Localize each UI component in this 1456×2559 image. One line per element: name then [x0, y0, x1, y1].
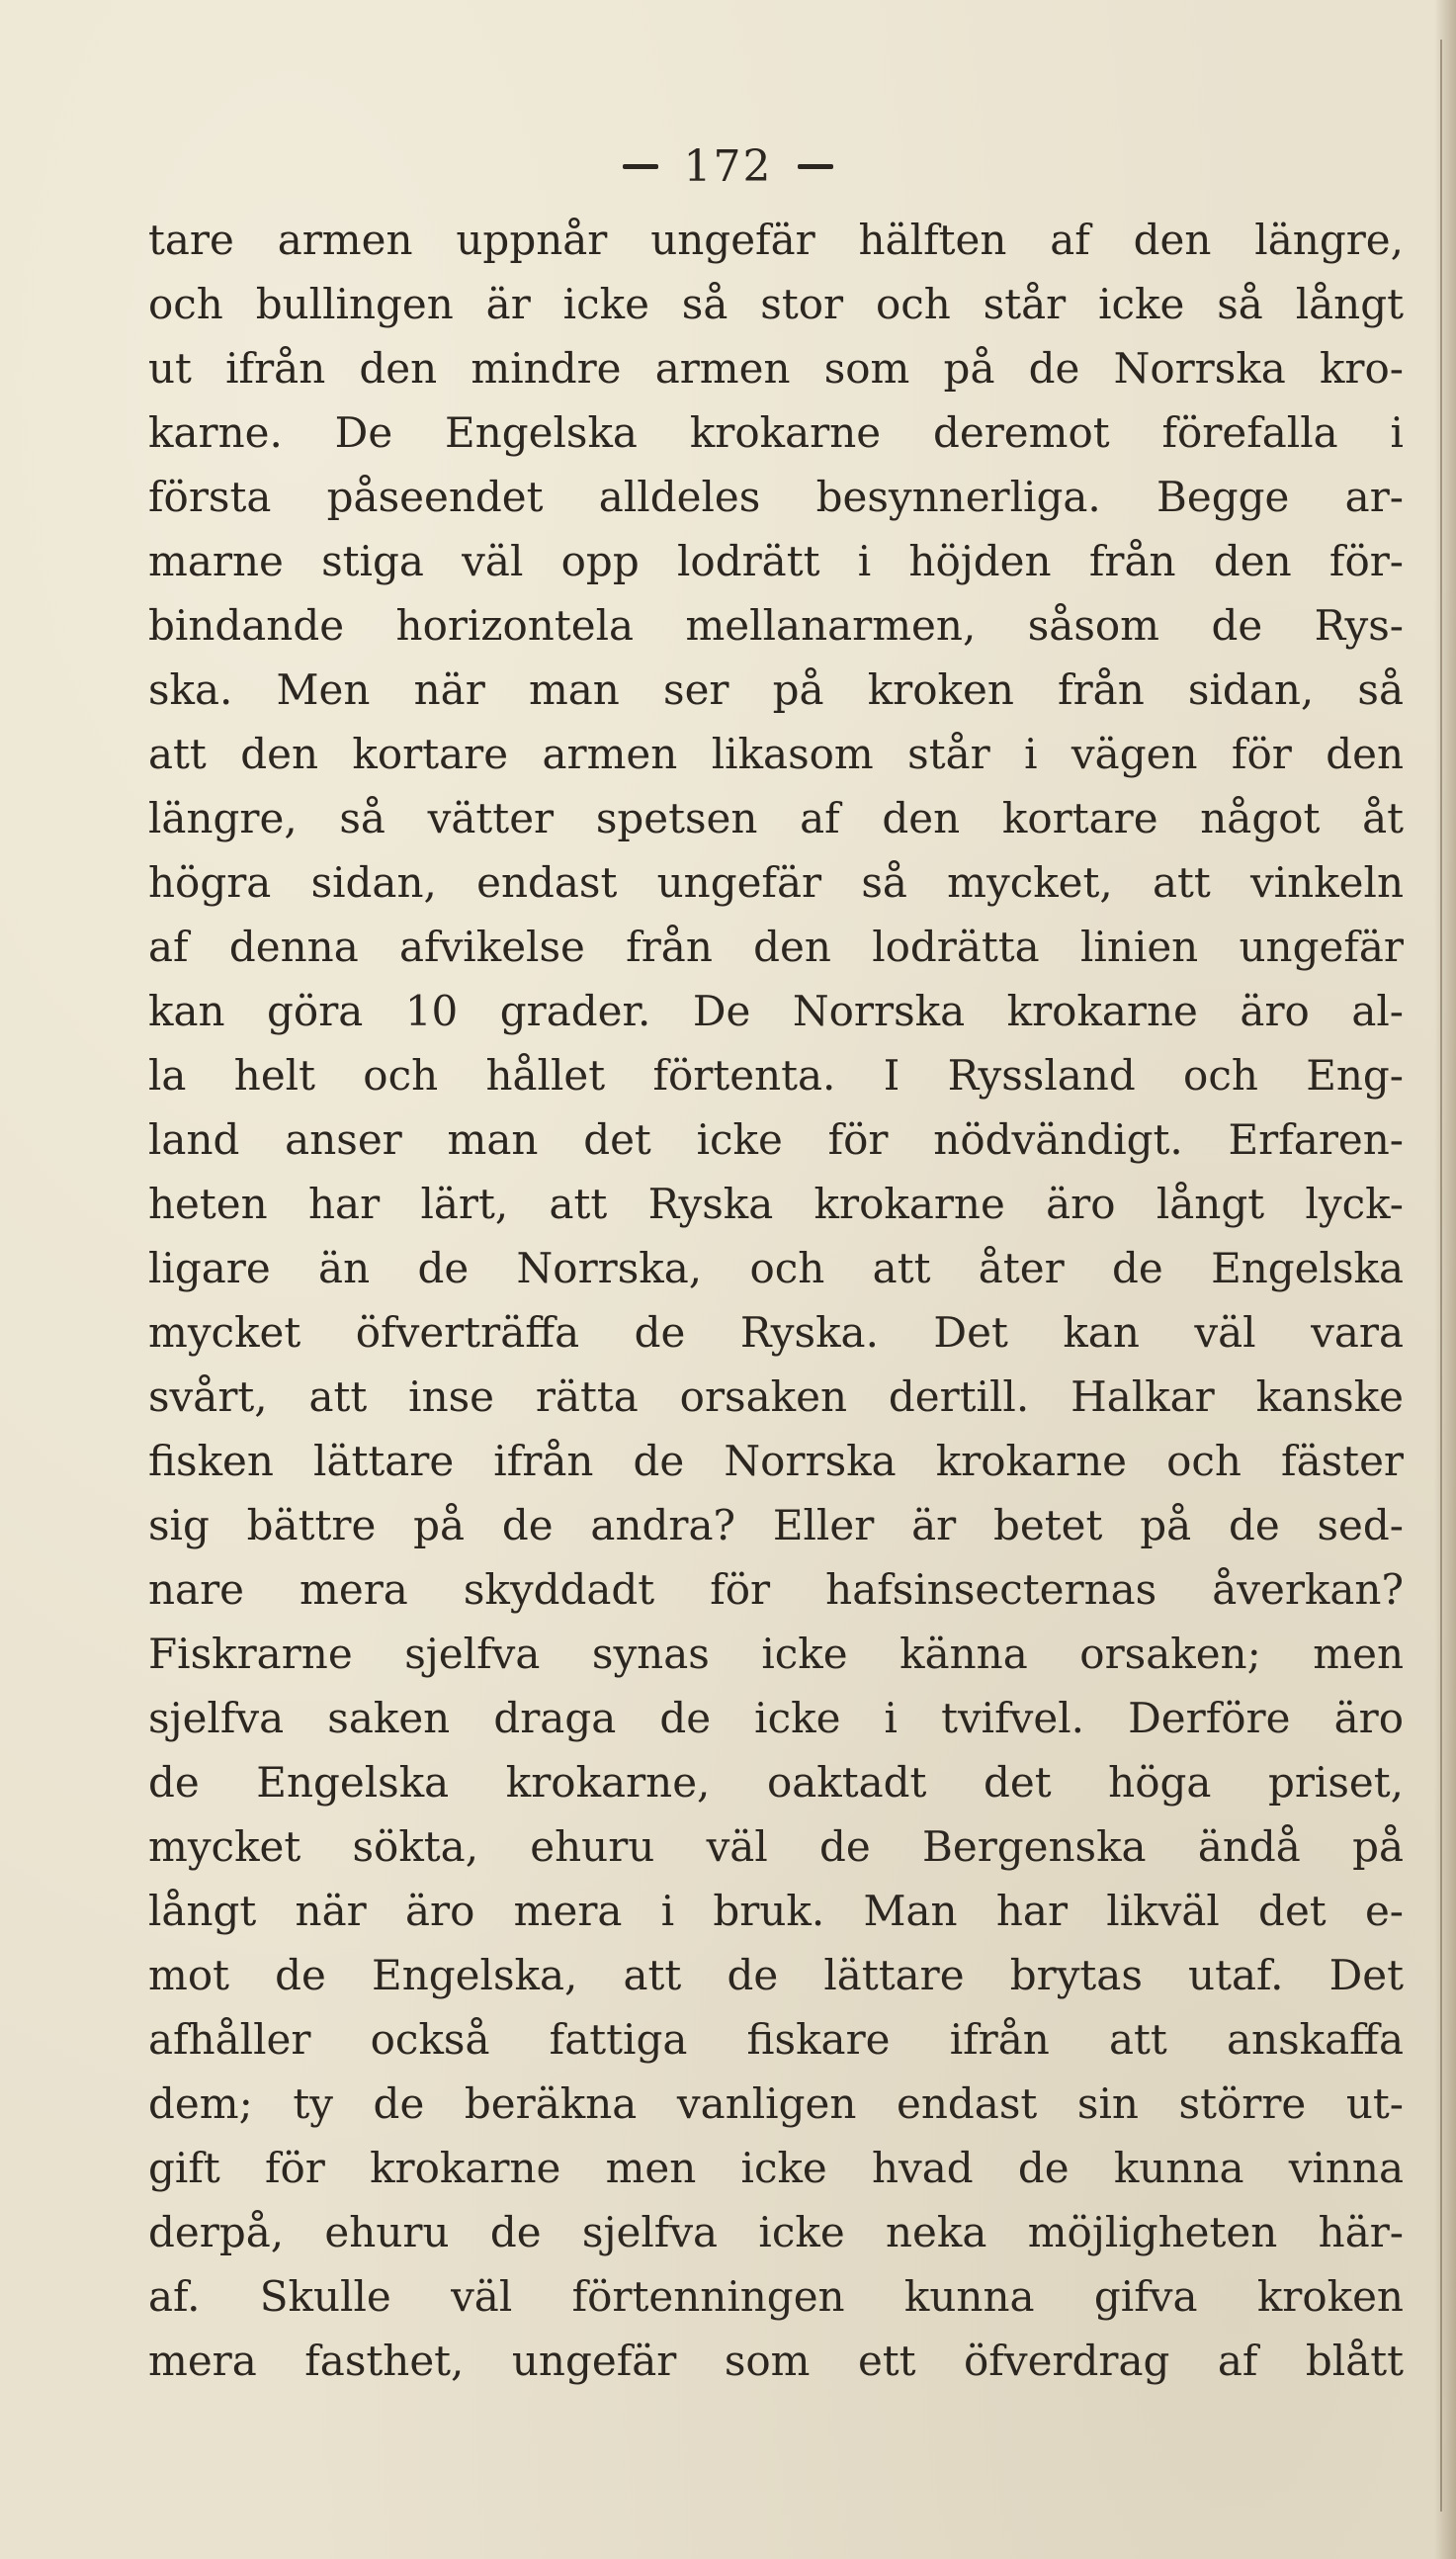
text-line: mot de Engelska, att de lättare brytas utaf. Det: [148, 1951, 1404, 1999]
text-line: gift för krokarne men icke hvad de kunna vinna: [148, 2144, 1404, 2192]
text-line: Fiskrarne sjelfva synas icke känna orsaken; men: [148, 1630, 1404, 1678]
text-line: ligare än de Norrska, och att åter de Engelska: [148, 1244, 1404, 1292]
header-dash-right: [798, 164, 833, 169]
text-line: af. Skulle väl förtenningen kunna gifva kroken: [148, 2272, 1404, 2321]
text-line: de Engelska krokarne, oaktadt det höga priset,: [148, 1758, 1404, 1807]
text-line: långt när äro mera i bruk. Man har likväl det e-: [148, 1887, 1404, 1935]
text-line: afhåller också fattiga fiskare ifrån att anskaffa: [148, 2015, 1404, 2064]
page-header: [0, 136, 1456, 196]
text-line: fisken lättare ifrån de Norrska krokarne och fäster: [148, 1437, 1404, 1485]
text-line: sig bättre på de andra? Eller är betet på de sed-: [148, 1501, 1404, 1549]
text-line: karne. De Engelska krokarne deremot förefalla i: [148, 408, 1404, 457]
text-line: dem; ty de beräkna vanligen endast sin större ut-: [148, 2079, 1404, 2128]
header-dash-left: [623, 164, 658, 169]
page-number: 172: [683, 140, 773, 192]
text-line: första påseendet alldeles besynnerliga. Begge ar-: [148, 473, 1404, 521]
text-line: mycket öfverträffa de Ryska. Det kan väl vara: [148, 1308, 1404, 1357]
body-text: [148, 208, 1404, 2393]
text-line: kan göra 10 grader. De Norrska krokarne äro al-: [148, 987, 1404, 1035]
text-line: heten har lärt, att Ryska krokarne äro långt lyck-: [148, 1180, 1404, 1228]
text-line: högra sidan, endast ungefär så mycket, att vinkeln: [148, 858, 1404, 907]
text-line: svårt, att inse rätta orsaken dertill. Halkar kanske: [148, 1372, 1404, 1421]
text-line: att den kortare armen likasom står i vägen för den: [148, 730, 1404, 778]
text-line: tare armen uppnår ungefär hälften af den längre,: [148, 216, 1404, 264]
text-line: derpå, ehuru de sjelfva icke neka möjligheten här-: [148, 2208, 1404, 2256]
text-line: och bullingen är icke så stor och står icke så långt: [148, 280, 1404, 328]
page-edge-line: [1440, 40, 1442, 2512]
text-line: land anser man det icke för nödvändigt. Erfaren-: [148, 1115, 1404, 1164]
text-line: la helt och hållet förtenta. I Ryssland och Eng-: [148, 1051, 1404, 1100]
text-line: längre, så vätter spetsen af den kortare något åt: [148, 794, 1404, 842]
text-line: ut ifrån den mindre armen som på de Norrska kro-: [148, 344, 1404, 393]
text-line: ska. Men när man ser på kroken från sidan, så: [148, 665, 1404, 714]
text-line: marne stiga väl opp lodrätt i höjden från den för-: [148, 537, 1404, 585]
page-edge-shadow: [1434, 0, 1456, 2559]
text-line: bindande horizontela mellanarmen, såsom de Rys-: [148, 601, 1404, 650]
text-line: nare mera skyddadt för hafsinsecternas åverkan?: [148, 1565, 1404, 1614]
text-line: af denna afvikelse från den lodrätta linien ungefär: [148, 923, 1404, 971]
text-line: sjelfva saken draga de icke i tvifvel. Derföre äro: [148, 1694, 1404, 1742]
text-line: mera fasthet, ungefär som ett öfverdrag af blått: [148, 2337, 1404, 2385]
text-line: mycket sökta, ehuru väl de Bergenska ändå på: [148, 1822, 1404, 1871]
